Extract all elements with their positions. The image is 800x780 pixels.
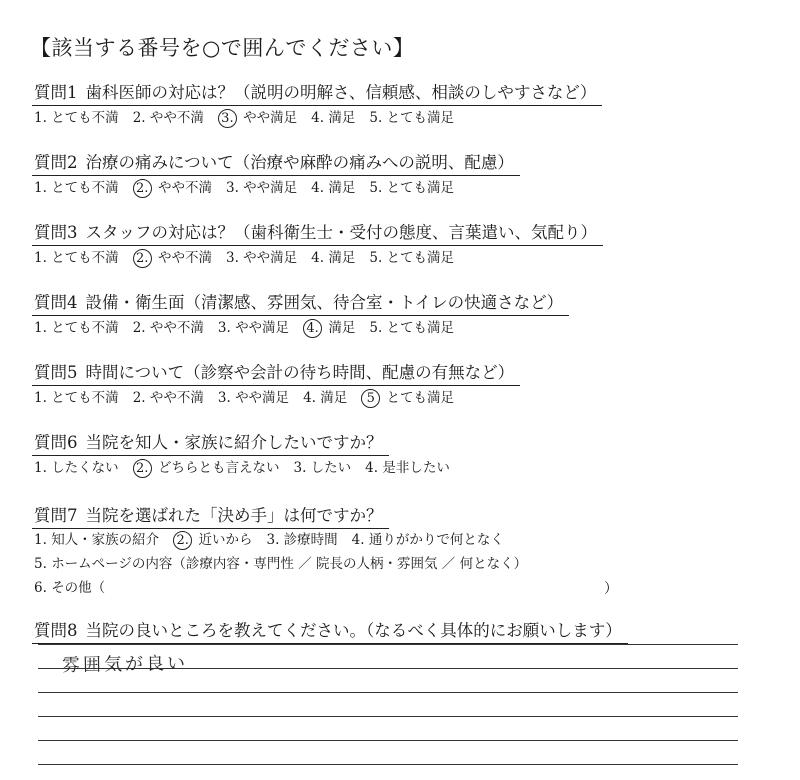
q4-header xyxy=(32,292,569,316)
q1-option-1[interactable] xyxy=(34,108,119,128)
option-number: 3. xyxy=(217,390,231,406)
q7-title: 当院を選ばれた「決め手」は何ですか？ xyxy=(85,506,383,525)
answer-line xyxy=(38,764,738,765)
option-number: 2. xyxy=(132,390,146,406)
q6-option-2[interactable] xyxy=(133,458,280,478)
q2-options xyxy=(34,178,468,198)
q6-option-4[interactable] xyxy=(365,458,450,478)
q7-option-4[interactable] xyxy=(352,530,504,550)
q1-options xyxy=(34,108,468,128)
option-text: 満足 xyxy=(320,390,348,406)
option-text: したい xyxy=(310,460,352,476)
q7-option-6[interactable] xyxy=(34,578,105,598)
q3-option-3[interactable] xyxy=(226,248,297,268)
option-text: 知人・家族の紹介 xyxy=(51,532,160,548)
q7-option-2[interactable] xyxy=(173,530,252,550)
q5-option-3[interactable] xyxy=(218,388,289,408)
option-number: 3. xyxy=(217,320,231,336)
q5-label: 質問5 xyxy=(34,363,78,382)
q4-option-1[interactable] xyxy=(34,318,119,338)
q4-option-2[interactable] xyxy=(133,318,204,338)
q5-option-1[interactable] xyxy=(34,388,119,408)
circled-option-number: 4. xyxy=(303,319,322,338)
q8-header xyxy=(32,620,628,644)
option-number: 3. xyxy=(225,180,239,196)
option-text: その他（ xyxy=(51,580,106,596)
instruction-heading: 【該当する番号を○で囲んでください】 xyxy=(30,36,415,60)
option-text: 通りがかりで何となく xyxy=(368,532,504,548)
option-text: とても不満 xyxy=(51,110,119,126)
q7-label: 質問7 xyxy=(34,506,78,525)
option-text: どちらとも言えない xyxy=(157,460,280,476)
q7-options-row1 xyxy=(34,530,518,550)
q6-option-1[interactable] xyxy=(34,458,119,478)
option-number: 5. xyxy=(369,320,383,336)
q5-option-4[interactable] xyxy=(303,388,347,408)
option-number: 4. xyxy=(303,390,316,406)
q7-header xyxy=(32,505,389,529)
q4-options xyxy=(34,318,468,338)
q7-option-3[interactable] xyxy=(266,530,337,550)
answer-line xyxy=(38,692,738,693)
q6-options xyxy=(34,458,464,478)
q8-title: 当院の良いところを教えてください。（なるべく具体的にお願いします） xyxy=(85,621,622,640)
option-number: 1. xyxy=(34,460,47,476)
option-number: 1. xyxy=(34,320,47,336)
option-text: とても不満 xyxy=(51,390,119,406)
q1-option-4[interactable] xyxy=(311,108,355,128)
q3-option-5[interactable] xyxy=(369,248,454,268)
option-text: とても満足 xyxy=(386,180,455,196)
option-number: 2. xyxy=(132,110,146,126)
option-text: 診療時間 xyxy=(283,532,338,548)
q1-option-3[interactable] xyxy=(218,108,297,128)
option-number: 4. xyxy=(311,110,325,126)
q3-options xyxy=(34,248,468,268)
q2-header xyxy=(32,152,520,176)
option-number: 3. xyxy=(293,460,307,476)
option-number: 4. xyxy=(365,460,379,476)
option-text: 満足 xyxy=(328,320,356,336)
option-number: 5. xyxy=(34,556,47,572)
q3-option-4[interactable] xyxy=(311,248,355,268)
q2-option-1[interactable] xyxy=(34,178,119,198)
circled-option-number: 2. xyxy=(133,249,152,268)
q8-label: 質問8 xyxy=(34,621,78,640)
q6-title: 当院を知人・家族に紹介したいですか？ xyxy=(85,433,383,452)
option-text: とても満足 xyxy=(386,320,455,336)
answer-line xyxy=(38,644,738,645)
option-text: 満足 xyxy=(328,110,356,126)
option-text: やや満足 xyxy=(235,390,290,406)
option-number: 4. xyxy=(311,180,325,196)
q2-option-4[interactable] xyxy=(311,178,355,198)
q5-option-2[interactable] xyxy=(133,388,204,408)
q2-option-5[interactable] xyxy=(369,178,454,198)
circled-option-number: 3. xyxy=(218,109,237,128)
q8-handwritten-answer[interactable]: 雰囲気が良い xyxy=(61,652,189,677)
option-text: 近いから xyxy=(198,532,253,548)
option-text: やや満足 xyxy=(243,250,298,266)
q3-option-1[interactable] xyxy=(34,248,119,268)
option-text: したくない xyxy=(51,460,119,476)
q4-option-3[interactable] xyxy=(218,318,289,338)
option-number: 1. xyxy=(34,532,47,548)
option-number: 3. xyxy=(266,532,280,548)
q2-title: 治療の痛みについて（治療や麻酔の痛みへの説明、配慮） xyxy=(85,153,514,172)
option-number: 4. xyxy=(311,250,325,266)
answer-line xyxy=(38,716,738,717)
option-number: 1. xyxy=(34,110,47,126)
q3-label: 質問3 xyxy=(34,223,78,242)
option-text: 満足 xyxy=(328,180,356,196)
q1-header xyxy=(32,82,602,106)
option-number: 6. xyxy=(34,580,47,596)
option-text: やや不満 xyxy=(149,390,204,406)
option-text: とても満足 xyxy=(386,110,455,126)
q1-option-5[interactable] xyxy=(369,108,454,128)
option-number: 5. xyxy=(369,110,383,126)
q5-title: 時間について（診察や会計の待ち時間、配慮の有無など） xyxy=(85,363,515,382)
option-number: 1. xyxy=(34,180,47,196)
option-number: 1. xyxy=(34,250,47,266)
circled-option-number: 2. xyxy=(173,531,192,550)
circled-option-number: 2. xyxy=(133,459,152,478)
option-text: とても不満 xyxy=(51,320,119,336)
option-number: 5. xyxy=(369,180,383,196)
q5-option-5[interactable] xyxy=(361,388,454,408)
q4-label: 質問4 xyxy=(34,293,78,312)
q6-label: 質問6 xyxy=(34,433,78,452)
option-text: やや満足 xyxy=(235,320,290,336)
q3-option-2[interactable] xyxy=(133,248,212,268)
option-number: 4. xyxy=(351,532,365,548)
q4-title: 設備・衛生面（清潔感、雰囲気、待合室・トイレの快適さなど） xyxy=(85,293,564,312)
q7-option-5[interactable] xyxy=(34,554,527,574)
option-text: やや不満 xyxy=(149,320,204,336)
option-text: ホームページの内容（診療内容・専門性 ／ 院長の人柄・雰囲気 ／ 何となく） xyxy=(51,556,528,572)
circled-option-number: 5 xyxy=(361,389,380,408)
option-text: 満足 xyxy=(328,250,356,266)
q5-header xyxy=(32,362,520,386)
q2-option-3[interactable] xyxy=(226,178,297,198)
q7-options-row2 xyxy=(34,554,541,574)
q7-options-row3 xyxy=(34,578,119,598)
option-text: とても不満 xyxy=(51,180,119,196)
q7-other-close-paren: ） xyxy=(604,581,618,597)
q3-header xyxy=(32,222,603,246)
option-number: 5. xyxy=(369,250,383,266)
option-text: やや満足 xyxy=(243,110,298,126)
q2-option-2[interactable] xyxy=(133,178,212,198)
option-text: やや満足 xyxy=(243,180,298,196)
q1-title: 歯科医師の対応は？（説明の明解さ、信頼感、相談のしやすさなど） xyxy=(85,83,597,102)
option-text: とても満足 xyxy=(386,250,455,266)
q2-label: 質問2 xyxy=(34,153,78,172)
q6-option-3[interactable] xyxy=(293,458,351,478)
q7-option-1[interactable] xyxy=(34,530,159,550)
q4-option-4[interactable] xyxy=(303,318,355,338)
answer-line xyxy=(38,740,738,741)
option-number: 1. xyxy=(34,390,47,406)
option-text: やや不満 xyxy=(157,250,212,266)
circled-option-number: 2. xyxy=(133,179,152,198)
q3-title: スタッフの対応は？（歯科衛生士・受付の態度、言葉遣い、気配り） xyxy=(85,223,597,242)
option-text: やや不満 xyxy=(149,110,204,126)
option-text: とても不満 xyxy=(51,250,119,266)
option-text: やや不満 xyxy=(157,180,212,196)
option-text: とても満足 xyxy=(386,390,455,406)
q6-header xyxy=(32,432,389,456)
option-number: 3. xyxy=(225,250,239,266)
option-number: 2. xyxy=(132,320,146,336)
q5-options xyxy=(34,388,468,408)
q4-option-5[interactable] xyxy=(369,318,454,338)
q1-label: 質問1 xyxy=(34,83,78,102)
q1-option-2[interactable] xyxy=(133,108,204,128)
option-text: 是非したい xyxy=(382,460,450,476)
